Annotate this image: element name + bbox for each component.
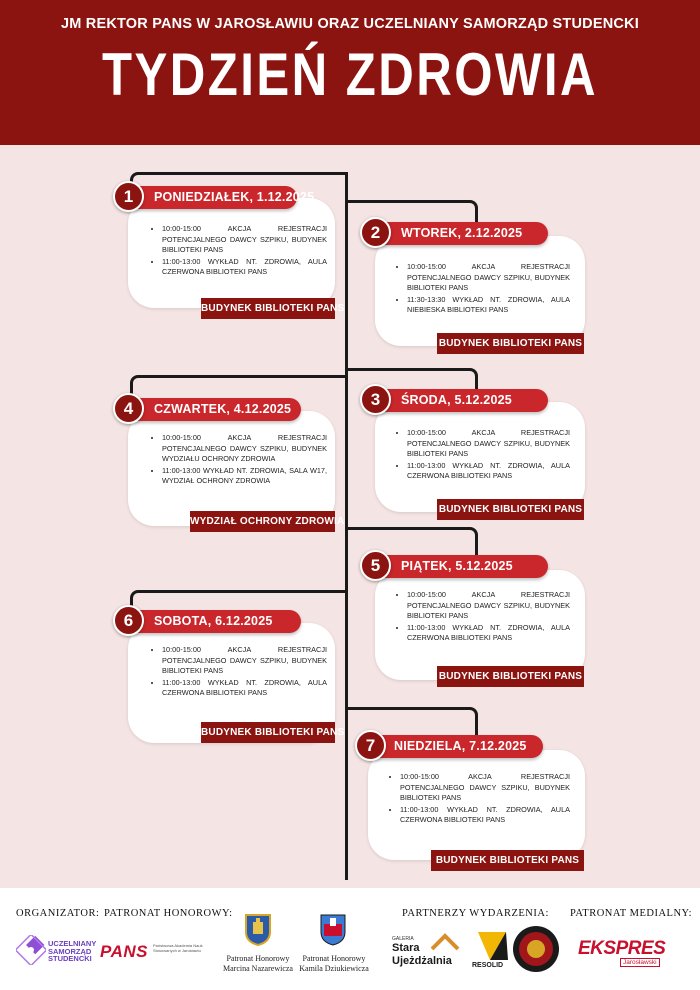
event-item: • 11:00-13:00 WYKŁAD NT. ZDROWIA, AULA CZERWONA BIBLIOTEKI PANS [400, 805, 570, 826]
location-badge-5: BUDYNEK BIBLIOTEKI PANS [437, 666, 584, 687]
patron-1: Patronat Honorowy Marcina Nazarewicza [223, 954, 293, 973]
day-header-5 [373, 555, 548, 578]
resolid-logo-icon [476, 930, 510, 962]
connector-day-6 [130, 590, 348, 612]
samorzad-line: UCZELNIANY [48, 939, 97, 948]
samorzad-line: SAMORZĄD [48, 946, 92, 956]
club-emblem-icon [512, 925, 560, 973]
event-item: • 10:00-15:00 AKCJA REJESTRACJI POTENCJALNEGO DAWCY SZPIKU, BUDYNEK BIBLIOTEKI PANS [162, 645, 327, 677]
event-item: • 11:00-13:00 WYKŁAD NT. ZDROWIA, AULA CZERWONA BIBLIOTEKI PANS [407, 623, 570, 644]
pans-description: Państwowa Akademia Nauk Stosowanych w Jarosławiu [153, 943, 203, 953]
connector-day-5 [345, 527, 478, 555]
day-number-2: 2 [360, 217, 391, 248]
galeria-name: Stara Ujeżdżalnia [392, 942, 452, 967]
partners-label: PARTNERZY WYDARZENIA: [402, 908, 549, 919]
day-label: ŚRODA, 5.12.2025 [401, 393, 512, 407]
day-header-1 [126, 186, 315, 209]
ekspres-subtitle: Jarosławski [620, 958, 660, 967]
ekspres-logo: EKSPRES [578, 938, 666, 959]
day-number-5: 5 [360, 550, 391, 581]
location-badge-7: BUDYNEK BIBLIOTEKI PANS [431, 850, 584, 871]
day-label: NIEDZIELA, 7.12.2025 [394, 739, 527, 753]
day-header-6 [126, 610, 301, 633]
day-number-7: 7 [355, 730, 386, 761]
day-card-2 [375, 236, 585, 346]
house-icon [430, 933, 460, 951]
day-card-3 [375, 402, 585, 512]
media-label: PATRONAT MEDIALNY: [570, 908, 693, 919]
day-label: CZWARTEK, 4.12.2025 [154, 402, 292, 416]
day-card-1 [128, 198, 335, 308]
day-number-1: 1 [113, 181, 144, 212]
day-label: SOBOTA, 6.12.2025 [154, 614, 273, 628]
event-item: • 11:00-13:00 WYKŁAD NT. ZDROWIA, AULA CZERWONA BIBLIOTEKI PANS [162, 257, 327, 278]
samorzad-logo-text [48, 940, 96, 963]
timeline-spine [345, 172, 348, 880]
event-item: • 10:00-15:00 AKCJA REJESTRACJI POTENCJALNEGO DAWCY SZPIKU, BUDYNEK BIBLIOTEKI PANS [407, 590, 570, 622]
location-badge-4: WYDZIAŁ OCHRONY ZDROWIA [190, 511, 335, 532]
day-label: PONIEDZIAŁEK, 1.12.2025 [154, 190, 315, 204]
day-header-3 [373, 389, 548, 412]
event-item: • 10:00-15:00 AKCJA REJESTRACJI POTENCJALNEGO DAWCY SZPIKU, BUDYNEK WYDZIAŁU OCHRONY ZDROWIA [162, 433, 327, 465]
crest-icon [320, 912, 346, 946]
crest-icon [245, 912, 271, 946]
pans-logo: PANS [100, 942, 148, 961]
event-item: • 11:30-13:30 WYKŁAD NT. ZDROWIA, AULA NIEBIESKA BIBLIOTEKI PANS [407, 295, 570, 316]
event-item: • 10:00-15:00 AKCJA REJESTRACJI POTENCJALNEGO DAWCY SZPIKU, BUDYNEK BIBLIOTEKI PANS [162, 224, 327, 256]
event-item: • 11:00-13:00 WYKŁAD NT. ZDROWIA, AULA CZERWONA BIBLIOTEKI PANS [407, 461, 570, 482]
location-badge-6: BUDYNEK BIBLIOTEKI PANS [201, 722, 335, 743]
galeria-small: GALERIA [392, 936, 414, 942]
honorary-label: PATRONAT HONOROWY: [104, 908, 233, 919]
event-item: • 10:00-15:00 AKCJA REJESTRACJI POTENCJALNEGO DAWCY SZPIKU, BUDYNEK BIBLIOTEKI PANS [407, 428, 570, 460]
organizer-label: ORGANIZATOR: [16, 908, 100, 919]
day-number-4: 4 [113, 393, 144, 424]
day-label: WTOREK, 2.12.2025 [401, 226, 523, 240]
connector-day-1 [130, 172, 348, 184]
event-item: • 10:00-15:00 AKCJA REJESTRACJI POTENCJALNEGO DAWCY SZPIKU, BUDYNEK BIBLIOTEKI PANS [407, 262, 570, 294]
location-badge-1: BUDYNEK BIBLIOTEKI PANS [201, 298, 335, 319]
day-label: PIĄTEK, 5.12.2025 [401, 559, 513, 573]
day-card-7 [368, 750, 585, 860]
day-header-4 [126, 398, 301, 421]
header-subtitle: JM REKTOR PANS W JAROSŁAWIU ORAZ UCZELNIANY SAMORZĄD STUDENCKI [61, 16, 639, 32]
samorzad-logo-icon [16, 935, 46, 965]
header-banner [0, 0, 700, 145]
resolid-text: RESOLID [472, 962, 504, 969]
event-item: • 11:00-13:00 WYKŁAD NT. ZDROWIA, AULA CZERWONA BIBLIOTEKI PANS [162, 678, 327, 699]
day-card-5 [375, 570, 585, 680]
connector-day-4 [130, 375, 348, 397]
page-title: TYDZIEŃ ZDROWIA [101, 41, 599, 108]
event-item: • 10:00-15:00 AKCJA REJESTRACJI POTENCJALNEGO DAWCY SZPIKU, BUDYNEK BIBLIOTEKI PANS [400, 772, 570, 804]
samorzad-line: STUDENCKI [48, 954, 92, 963]
location-badge-3: BUDYNEK BIBLIOTEKI PANS [437, 499, 584, 520]
location-badge-2: BUDYNEK BIBLIOTEKI PANS [437, 333, 584, 354]
day-header-2 [373, 222, 548, 245]
event-item: • 11:00-13:00 WYKŁAD NT. ZDROWIA, SALA W17, WYDZIAŁ OCHRONY ZDROWIA [162, 466, 327, 487]
day-card-4 [128, 411, 335, 526]
day-number-3: 3 [360, 384, 391, 415]
day-number-6: 6 [113, 605, 144, 636]
patron-2: Patronat Honorowy Kamila Dziukiewicza [299, 954, 369, 973]
day-header-7 [366, 735, 543, 758]
